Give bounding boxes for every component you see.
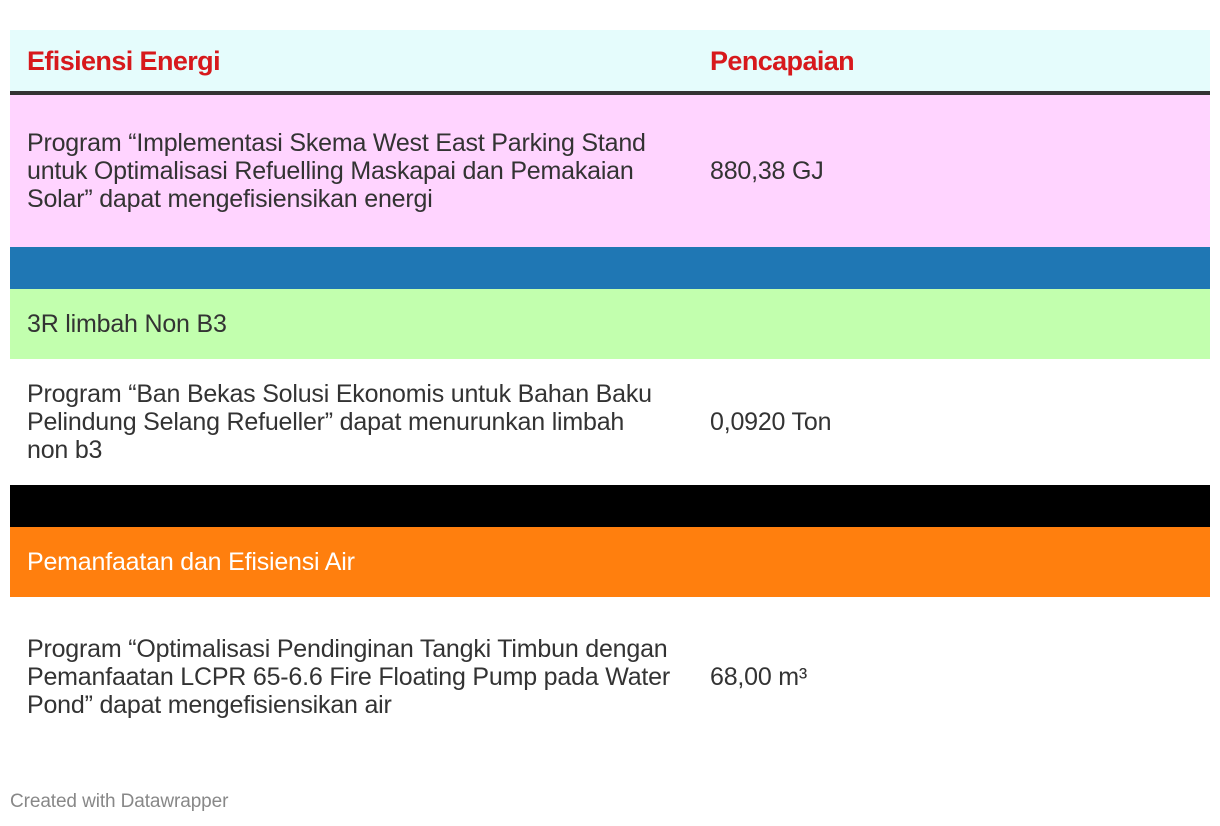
section-row <box>10 527 1210 597</box>
column-header-efisiensi-energi: Efisiensi Energi <box>27 45 220 76</box>
datawrapper-credit: Created with Datawrapper <box>10 791 229 812</box>
table-header-row <box>10 30 1210 95</box>
pencapaian-cell: 880,38 GJ <box>710 157 824 185</box>
section-row <box>10 289 1210 359</box>
data-table <box>10 30 1210 757</box>
pencapaian-cell: 68,00 m³ <box>710 663 808 691</box>
program-cell: Program “Optimalisasi Pendinginan Tangki Timbun dengan Pemanfaatan LCPR 65-6.6 Fire Floating Pump pada Water Pond” dapat mengefisiensikan air <box>27 635 670 719</box>
spacer-row <box>10 485 1210 527</box>
section-label: Pemanfaatan dan Efisiensi Air <box>27 548 355 576</box>
table-row <box>10 597 1210 757</box>
table-row <box>10 359 1210 485</box>
program-cell: Program “Ban Bekas Solusi Ekonomis untuk Bahan Baku Pelindung Selang Refueller” dapat menurunkan limbah non b3 <box>27 380 652 464</box>
table-row <box>10 95 1210 247</box>
program-cell: Program “Implementasi Skema West East Parking Stand untuk Optimalisasi Refuelling Maskapai dan Pemakaian Solar” dapat mengefisiensikan energi <box>27 129 646 213</box>
table-body <box>10 95 1210 757</box>
spacer-row <box>10 247 1210 289</box>
section-label: 3R limbah Non B3 <box>27 310 227 338</box>
pencapaian-cell: 0,0920 Ton <box>710 408 832 436</box>
column-header-pencapaian: Pencapaian <box>710 45 855 76</box>
